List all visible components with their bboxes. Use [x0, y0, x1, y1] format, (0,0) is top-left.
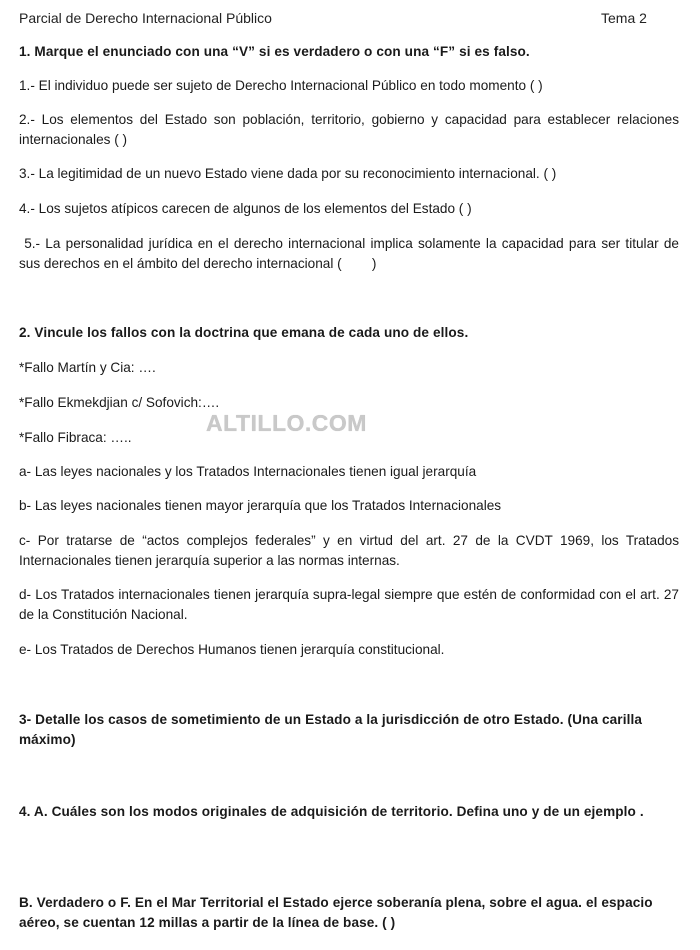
exam-tema: Tema 2: [601, 10, 647, 26]
exam-page: [19, 6, 683, 946]
question-2-heading: 2. Vincule los fallos con la doctrina que emana de cada uno de ellos.: [19, 325, 469, 340]
q1-item-1: 1.- El individuo puede ser sujeto de Derecho Internacional Público en todo momento ( ): [19, 78, 543, 93]
page-header: [19, 6, 679, 28]
q2-fallo-martin: *Fallo Martín y Cia: ….: [19, 360, 156, 375]
question-1-heading: 1. Marque el enunciado con una “V” si es verdadero o con una “F” si es falso.: [19, 44, 530, 59]
q2-option-c: c- Por tratarse de “actos complejos federales” y en virtud del art. 27 de la CVDT 1969, los Tratados Internacionales tienen jerarquía superior a las normas internas.: [19, 533, 679, 568]
exam-subject: Parcial de Derecho Internacional Público: [19, 10, 272, 26]
q2-option-b: b- Las leyes nacionales tienen mayor jerarquía que los Tratados Internacionales: [19, 498, 502, 513]
q1-item-2: 2.- Los elementos del Estado son población, territorio, gobierno y capacidad para establecer relaciones internacionales ( ): [19, 112, 679, 147]
q2-option-e: e- Los Tratados de Derechos Humanos tienen jerarquía constitucional.: [19, 642, 445, 657]
question-4a-heading: 4. A. Cuáles son los modos originales de adquisición de territorio. Defina uno y de un ejemplo .: [19, 804, 644, 819]
q2-option-d: d- Los Tratados internacionales tienen jerarquía supra-legal siempre que estén de conformidad con el art. 27 de la Constitución Nacional.: [19, 587, 679, 622]
q1-item-4: 4.- Los sujetos atípicos carecen de algunos de los elementos del Estado ( ): [19, 201, 472, 216]
q2-fallo-fibraca: *Fallo Fibraca: …..: [19, 430, 132, 445]
q1-item-5: 5.- La personalidad jurídica en el derecho internacional implica solamente la capacidad para ser titular de sus derechos en el ámbito del derecho internacional ( ): [19, 236, 683, 271]
q2-fallo-ekmekdjian: *Fallo Ekmekdjian c/ Sofovich:….: [19, 395, 220, 410]
q2-option-a: a- Las leyes nacionales y los Tratados Internacionales tienen igual jerarquía: [19, 464, 477, 479]
question-3-heading: 3- Detalle los casos de sometimiento de un Estado a la jurisdicción de otro Estado. (Una carilla máximo): [19, 712, 642, 747]
question-4b-heading: B. Verdadero o F. En el Mar Territorial el Estado ejerce soberanía plena, sobre el agua. el espacio aéreo, se cuentan 12 millas a partir de la línea de base. ( ): [19, 895, 653, 930]
q1-item-3: 3.- La legitimidad de un nuevo Estado viene dada por su reconocimiento internacional. ( ): [19, 166, 557, 181]
altillo-watermark: ALTILLO.COM: [206, 410, 367, 436]
